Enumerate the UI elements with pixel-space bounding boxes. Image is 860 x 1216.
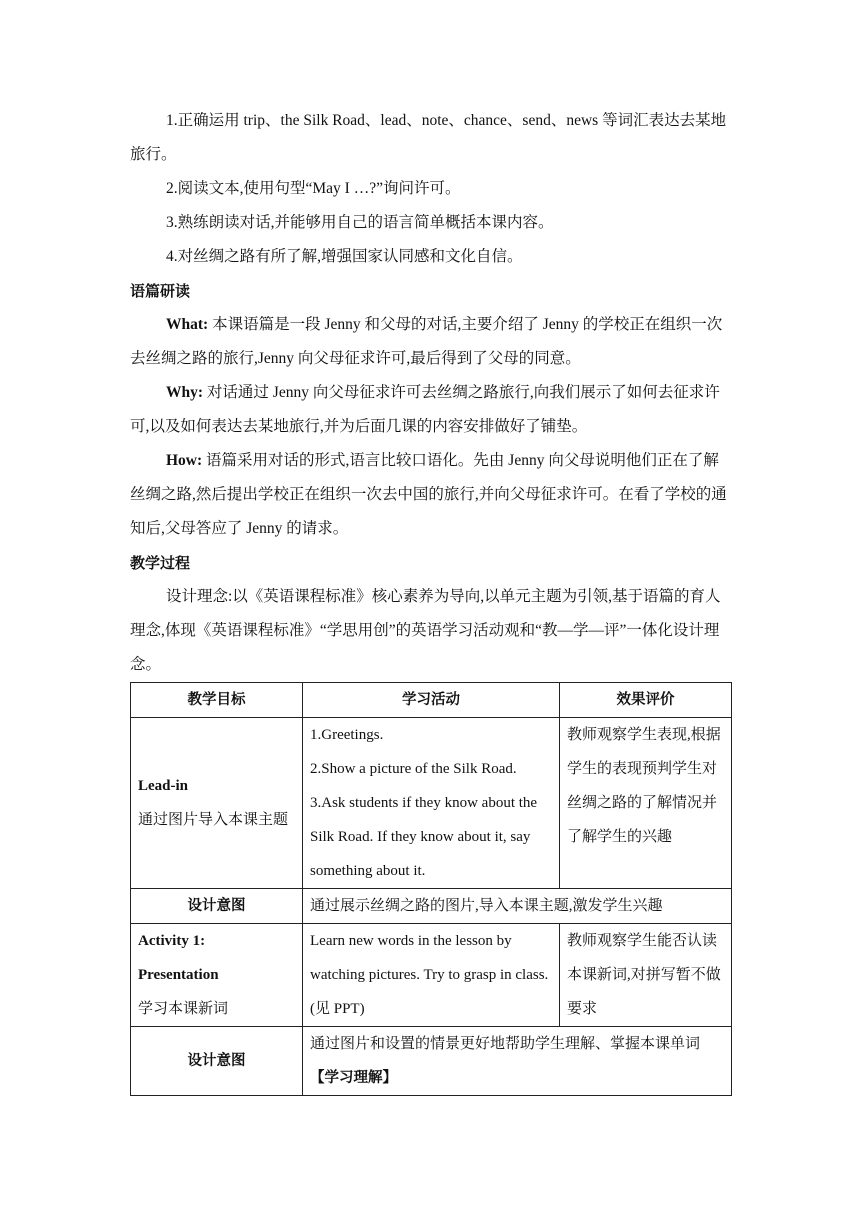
intent-2-cell <box>303 1027 732 1096</box>
leadin-evaluation-cell: 教师观察学生表现,根据学生的表现预判学生对丝绸之路的了解情况并了解学生的兴趣 <box>560 718 732 889</box>
what-paragraph <box>130 308 730 376</box>
table-header-row <box>131 683 732 718</box>
leadin-goal-cell <box>131 718 303 889</box>
text-analysis-heading: 语篇研读 <box>130 282 191 300</box>
table-row-intent-1 <box>131 889 732 924</box>
intent-2-label: 设计意图 <box>131 1027 303 1096</box>
why-label: Why: <box>166 384 204 401</box>
objective-2: 2.阅读文本,使用句型“May I …?”询问许可。 <box>166 180 461 197</box>
leadin-activity-1: 1.Greetings. <box>310 727 384 743</box>
leadin-activity-2: 2.Show a picture of the Silk Road. <box>310 761 517 777</box>
table-row-intent-2 <box>131 1027 732 1096</box>
intent-1-text: 通过展示丝绸之路的图片,导入本课主题,激发学生兴趣 <box>303 889 732 924</box>
table-row-activity-1 <box>131 924 732 1027</box>
leadin-desc: 通过图片导入本课主题 <box>138 812 289 828</box>
activity1-evaluation-cell: 教师观察学生能否认读本课新词,对拼写暂不做要求 <box>560 924 732 1027</box>
what-label: What: <box>166 316 209 333</box>
header-evaluation: 效果评价 <box>560 683 732 718</box>
activity1-title-2: Presentation <box>138 967 219 983</box>
activity1-activity-cell: Learn new words in the lesson by watching pictures. Try to grasp in class.(见 PPT) <box>303 924 560 1027</box>
what-text: 本课语篇是一段 Jenny 和父母的对话,主要介绍了 Jenny 的学校正在组织一次去丝绸之路的旅行,Jenny 向父母征求许可,最后得到了父母的同意。 <box>130 316 723 367</box>
activity1-goal-cell <box>131 924 303 1027</box>
activity1-desc: 学习本课新词 <box>138 1001 229 1017</box>
how-paragraph <box>130 444 730 546</box>
how-label: How: <box>166 452 203 469</box>
how-text: 语篇采用对话的形式,语言比较口语化。先由 Jenny 向父母说明他们正在了解丝绸之路,然后提出学校正在组织一次去中国的旅行,并向父母征求许可。在看了学校的通知后,父母答应了 Jenny 的请求。 <box>130 452 727 537</box>
header-goal: 教学目标 <box>131 683 303 718</box>
header-activity: 学习活动 <box>303 683 560 718</box>
objective-3: 3.熟练朗读对话,并能够用自己的语言简单概括本课内容。 <box>166 214 554 231</box>
design-concept: 设计理念:以《英语课程标准》核心素养为导向,以单元主题为引领,基于语篇的育人理念,体现《英语课程标准》“学思用创”的英语学习活动观和“教—学—评”一体化设计理念。 <box>130 588 721 673</box>
intent-2-text: 通过图片和设置的情景更好地帮助学生理解、掌握本课单词 <box>310 1036 701 1052</box>
intent-2-tag: 【学习理解】 <box>310 1070 397 1086</box>
table-row-leadin <box>131 718 732 889</box>
activity1-title-1: Activity 1: <box>138 933 206 949</box>
why-paragraph <box>130 376 730 444</box>
objective-4: 4.对丝绸之路有所了解,增强国家认同感和文化自信。 <box>166 248 523 265</box>
intent-1-label: 设计意图 <box>131 889 303 924</box>
document-page <box>130 104 730 1096</box>
why-text: 对话通过 Jenny 向父母征求许可去丝绸之路旅行,向我们展示了如何去征求许可,以及如何表达去某地旅行,并为后面几课的内容安排做好了铺垫。 <box>130 384 720 435</box>
leadin-activity-3: 3.Ask students if they know about the Silk Road. If they know about it, say something about it. <box>310 795 538 879</box>
lesson-table <box>130 682 732 1096</box>
objective-1: 1.正确运用 trip、the Silk Road、lead、note、chance、send、news 等词汇表达去某地旅行。 <box>130 112 727 163</box>
leadin-title: Lead-in <box>138 778 189 794</box>
leadin-activity-cell <box>303 718 560 889</box>
teaching-process-heading: 教学过程 <box>130 554 191 572</box>
